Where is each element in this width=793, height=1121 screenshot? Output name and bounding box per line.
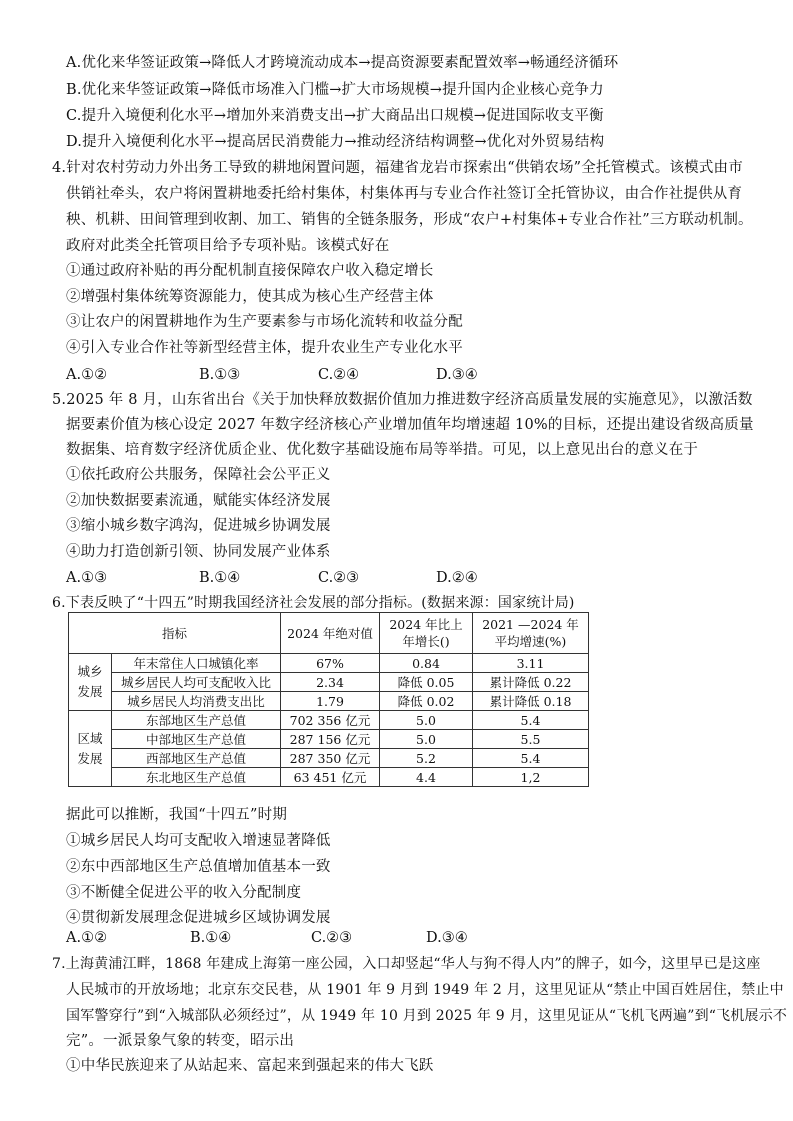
q5-item-3: ③缩小城乡数字鸿沟，促进城乡协调发展 — [66, 518, 331, 534]
table-cell: 累计降低 0.18 — [473, 692, 589, 711]
table-row — [69, 730, 589, 749]
q4-stem-line: 政府对此类全托管项目给予专项补贴。该模式好在 — [66, 238, 390, 254]
q5-item-4: ④助力打造创新引领、协同发展产业体系 — [66, 544, 331, 560]
choice-d[interactable]: D.②④ — [436, 570, 478, 586]
table-header-average: 2021 —2024 年平均增速(%) — [473, 613, 589, 654]
q5-item-2: ②加快数据要素流通，赋能实体经济发展 — [66, 493, 331, 509]
q5-stem-line: 5.2025 年 8 月，山东省出台《关于加快释放数据价值加力推进数字经济高质量发展的实施意见》，以激活数 — [52, 392, 753, 408]
q6-choices — [66, 928, 566, 948]
q3-option-b: B.优化来华签证政策→降低市场准入门槛→扩大市场规模→提升国内企业核心竞争力 — [66, 82, 604, 98]
q7-stem-line: 国军警穿行”到“入城部队必须经过”，从 1949 年 10 月到 2025 年 9 月，这里见证从“飞机飞两遍”到“飞机展示不 — [66, 1008, 788, 1024]
q3-option-a: A.优化来华签证政策→降低人才跨境流动成本→提高资源要素配置效率→畅通经济循环 — [66, 55, 619, 71]
table-cell: 中部地区生产总值 — [112, 730, 281, 749]
choice-b[interactable]: B.①④ — [190, 930, 232, 946]
q4-item-3: ③让农户的闲置耕地作为生产要素参与市场化流转和收益分配 — [66, 314, 463, 330]
table-group-label: 区域发展 — [69, 711, 112, 787]
q4-stem-line: 4.针对农村劳动力外出务工导致的耕地闲置问题，福建省龙岩市探索出“供销农场”全托管模式。该模式由市 — [52, 160, 743, 176]
choice-d[interactable]: D.③④ — [436, 367, 478, 383]
table-cell: 东部地区生产总值 — [112, 711, 281, 730]
q7-item-1: ①中华民族迎来了从站起来、富起来到强起来的伟大飞跃 — [66, 1058, 434, 1074]
table-cell: 1.79 — [281, 692, 380, 711]
table-cell: 5.2 — [380, 749, 473, 768]
q3-option-d: D.提升入境便利化水平→提高居民消费能力→推动经济结构调整→优化对外贸易结构 — [66, 134, 605, 150]
q6-item-2: ②东中西部地区生产总值增加值基本一致 — [66, 859, 331, 875]
choice-d[interactable]: D.③④ — [426, 930, 468, 946]
q5-choices — [66, 568, 566, 588]
q4-choices — [66, 365, 566, 385]
table-cell: 5.0 — [380, 730, 473, 749]
q7-stem-line: 7.上海黄浦江畔，1868 年建成上海第一座公园，入口却竖起“华人与狗不得人内”的牌子，如今，这里早已是这座 — [52, 956, 761, 972]
q6-stem: 6.下表反映了“十四五”时期我国经济社会发展的部分指标。(数据来源：国家统计局) — [52, 595, 575, 611]
table-cell: 1,2 — [473, 768, 589, 787]
q4-item-1: ①通过政府补贴的再分配机制直接保障农户收入稳定增长 — [66, 263, 434, 279]
table-row — [69, 673, 589, 692]
choice-a[interactable]: A.①③ — [66, 570, 108, 586]
table-cell: 5.4 — [473, 749, 589, 768]
choice-c[interactable]: C.②③ — [318, 570, 360, 586]
table-cell: 0.84 — [380, 654, 473, 673]
table-cell: 城乡居民人均可支配收入比 — [112, 673, 281, 692]
table-cell: 降低 0.02 — [380, 692, 473, 711]
table-cell: 5.0 — [380, 711, 473, 730]
q4-stem-line: 供销社牵头，农户将闲置耕地委托给村集体，村集体再与专业合作社签订全托管协议，由合作社提供从育 — [66, 186, 743, 202]
q6-lead: 据此可以推断，我国“十四五”时期 — [66, 807, 288, 823]
table-row — [69, 692, 589, 711]
q5-stem-line: 据要素价值为核心设定 2027 年数字经济核心产业增加值年均增速超 10%的目标，还提出建设省级高质量 — [66, 417, 754, 433]
q7-stem-line: 完”。一派景象气象的转变，昭示出 — [66, 1033, 295, 1049]
indicator-table — [68, 612, 589, 787]
table-cell: 287 350 亿元 — [281, 749, 380, 768]
table-cell: 3.11 — [473, 654, 589, 673]
table-cell: 累计降低 0.22 — [473, 673, 589, 692]
table-row — [69, 768, 589, 787]
table-cell: 5.5 — [473, 730, 589, 749]
q4-item-2: ②增强村集体统筹资源能力，使其成为核心生产经营主体 — [66, 289, 434, 305]
table-cell: 4.4 — [380, 768, 473, 787]
table-cell: 287 156 亿元 — [281, 730, 380, 749]
table-cell: 年末常住人口城镇化率 — [112, 654, 281, 673]
table-row — [69, 711, 589, 730]
table-row — [69, 749, 589, 768]
table-cell: 67% — [281, 654, 380, 673]
q3-option-c: C.提升入境便利化水平→增加外来消费支出→扩大商品出口规模→促进国际收支平衡 — [66, 108, 604, 124]
choice-b[interactable]: B.①④ — [199, 570, 241, 586]
table-row — [69, 654, 589, 673]
table-cell: 2.34 — [281, 673, 380, 692]
table-cell: 东北地区生产总值 — [112, 768, 281, 787]
q4-item-4: ④引入专业合作社等新型经营主体，提升农业生产专业化水平 — [66, 340, 463, 356]
q6-item-4: ④贯彻新发展理念促进城乡区域协调发展 — [66, 910, 331, 926]
table-header-growth: 2024 年比上年增长() — [380, 613, 473, 654]
table-header-indicator: 指标 — [69, 613, 281, 654]
choice-a[interactable]: A.①② — [66, 930, 108, 946]
table-cell: 702 356 亿元 — [281, 711, 380, 730]
choice-c[interactable]: C.②③ — [311, 930, 353, 946]
table-cell: 城乡居民人均消费支出比 — [112, 692, 281, 711]
choice-b[interactable]: B.①③ — [199, 367, 241, 383]
choice-a[interactable]: A.①② — [66, 367, 108, 383]
q5-stem-line: 数据集、培育数字经济优质企业、优化数字基础设施布局等举措。可见，以上意见出台的意义在于 — [66, 442, 699, 458]
table-header-absolute: 2024 年绝对值 — [281, 613, 380, 654]
q6-item-1: ①城乡居民人均可支配收入增速显著降低 — [66, 833, 331, 849]
table-cell: 5.4 — [473, 711, 589, 730]
q4-stem-line: 秧、机耕、田间管理到收割、加工、销售的全链条服务，形成“农户+村集体+专业合作社”三方联动机制。 — [66, 212, 753, 228]
q5-item-1: ①依托政府公共服务，保障社会公平正义 — [66, 467, 331, 483]
q7-stem-line: 人民城市的开放场地；北京东交民巷，从 1901 年 9 月到 1949 年 2 月，这里见证从“禁止中国百姓居住，禁止中 — [66, 982, 784, 998]
table-cell: 降低 0.05 — [380, 673, 473, 692]
q6-item-3: ③不断健全促进公平的收入分配制度 — [66, 885, 302, 901]
table-cell: 西部地区生产总值 — [112, 749, 281, 768]
choice-c[interactable]: C.②④ — [318, 367, 360, 383]
table-group-label: 城乡发展 — [69, 654, 112, 711]
table-cell: 63 451 亿元 — [281, 768, 380, 787]
